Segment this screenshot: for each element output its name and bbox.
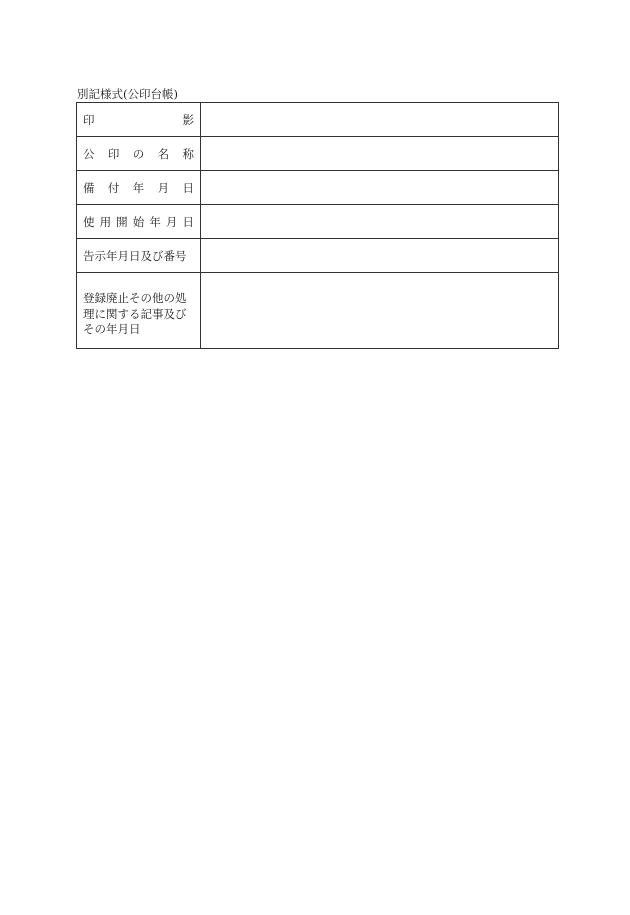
label-char: 使	[83, 214, 95, 229]
value-start-date[interactable]	[201, 205, 559, 239]
value-seal-name[interactable]	[201, 137, 559, 171]
label-install-date	[77, 171, 201, 205]
label-char: 名	[157, 146, 170, 161]
value-install-date[interactable]	[201, 171, 559, 205]
label-char: 備	[83, 180, 95, 195]
label-char: 影	[182, 112, 194, 127]
label-notice-date-number	[77, 239, 201, 273]
label-char: 始	[132, 214, 145, 229]
label-char: 年	[149, 214, 161, 229]
value-abolition-record[interactable]	[201, 273, 559, 349]
label-char: 付	[107, 180, 120, 195]
label-char: 公	[83, 146, 95, 161]
label-char: 月	[157, 180, 170, 195]
label-char: 年	[132, 180, 145, 195]
label-char: 印	[83, 112, 95, 127]
label-line: その年月日	[83, 322, 141, 336]
label-line: 理に関する記事及び	[83, 306, 187, 321]
value-seal-impression[interactable]	[201, 103, 559, 137]
table-row-abolition-record	[77, 273, 559, 349]
label-char: 開	[116, 214, 128, 229]
table-row-start-date	[77, 205, 559, 239]
label-char: 月	[165, 214, 178, 229]
label-text: 告示年月日及び番号	[83, 248, 187, 263]
label-seal-impression	[77, 103, 201, 137]
label-char: 日	[182, 180, 194, 195]
label-char: 日	[182, 214, 194, 229]
label-char: 称	[182, 146, 194, 161]
table-row-notice-date-number	[77, 239, 559, 273]
label-char: 印	[107, 146, 120, 161]
label-abolition-record	[77, 273, 201, 349]
seal-ledger-table	[76, 102, 559, 349]
label-char: 用	[99, 214, 112, 229]
table-row-seal-impression	[77, 103, 559, 137]
label-start-date	[77, 205, 201, 239]
form-caption: 別記様式(公印台帳)	[77, 87, 178, 101]
table-row-install-date	[77, 171, 559, 205]
table-row-seal-name	[77, 137, 559, 171]
label-line: 登録廃止その他の処	[83, 291, 187, 305]
value-notice-date-number[interactable]	[201, 239, 559, 273]
label-char: の	[132, 146, 145, 161]
label-seal-name	[77, 137, 201, 171]
